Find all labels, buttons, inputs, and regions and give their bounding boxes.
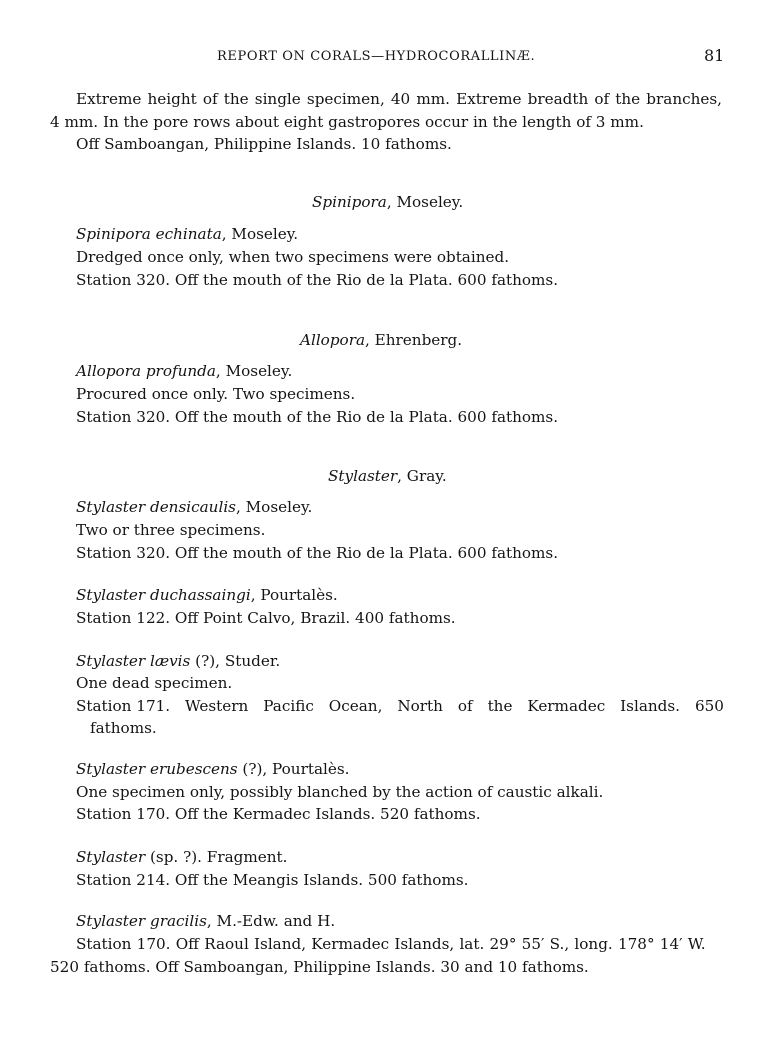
species-heading [76, 759, 349, 779]
species-heading [76, 224, 298, 244]
species-heading [76, 911, 335, 931]
station-line: Station 214. Off the Meangis Islands. 500 fathoms. [76, 871, 469, 889]
intro-line-3: Off Samboangan, Philippine Islands. 10 fathoms. [76, 135, 452, 153]
species-author: , Pourtalès. [250, 586, 338, 604]
genus-author: , Ehrenberg. [365, 331, 463, 349]
running-header-title: REPORT ON CORALS—HYDROCORALLINÆ. [217, 49, 536, 64]
genus-heading-allopora [300, 330, 462, 350]
species-name: Spinipora echinata [76, 225, 222, 243]
station-word: Station 171. [76, 697, 171, 715]
station-line-justified [76, 696, 724, 716]
genus-author: , Gray. [397, 467, 447, 485]
station-line: Station 122. Off Point Calvo, Brazil. 400 fathoms. [76, 609, 456, 627]
page-number: 81 [704, 46, 725, 65]
station-line: Station 170. Off Raoul Island, Kermadec Islands, lat. 29° 55′ S., long. 178° 14′ W. [76, 935, 706, 953]
species-name: Stylaster [76, 848, 146, 866]
species-author: , Moseley. [215, 362, 293, 380]
station-word: of [457, 697, 473, 715]
station-word: Islands. [620, 697, 681, 715]
station-continuation: 520 fathoms. Off Samboangan, Philippine Islands. 30 and 10 fathoms. [50, 958, 589, 976]
genus-heading-spinipora [312, 192, 463, 212]
station-word: Pacific [263, 697, 314, 715]
station-line: Station 320. Off the mouth of the Rio de la Plata. 600 fathoms. [76, 544, 559, 562]
station-word: Ocean, [328, 697, 383, 715]
species-author: , Moseley. [221, 225, 299, 243]
species-author: , M.-Edw. and H. [206, 912, 336, 930]
species-name: Stylaster densicaulis [76, 498, 236, 516]
station-word: Kermadec [527, 697, 606, 715]
genus-name: Allopora [300, 331, 366, 349]
station-continuation: fathoms. [90, 719, 157, 737]
genus-heading-stylaster [328, 466, 447, 486]
species-note: Two or three specimens. [76, 521, 266, 539]
species-heading [76, 497, 312, 517]
species-heading [76, 585, 338, 605]
species-note: Procured once only. Two specimens. [76, 385, 356, 403]
species-heading [76, 847, 287, 867]
intro-line-2: 4 mm. In the pore rows about eight gastropores occur in the length of 3 mm. [50, 113, 644, 131]
species-name: Stylaster erubescens [76, 760, 238, 778]
genus-name: Spinipora [312, 193, 387, 211]
species-author: (?), Pourtalès. [237, 760, 350, 778]
species-note: One specimen only, possibly blanched by the action of caustic alkali. [76, 783, 604, 801]
species-note: One dead specimen. [76, 674, 233, 692]
species-name: Stylaster lævis [76, 652, 191, 670]
species-author: (sp. ?). Fragment. [145, 848, 288, 866]
station-word: North [397, 697, 443, 715]
species-name: Stylaster gracilis [76, 912, 207, 930]
station-word: the [487, 697, 513, 715]
intro-line-1: Extreme height of the single specimen, 40 mm. Extreme breadth of the branches, [76, 90, 722, 108]
station-word: Western [185, 697, 249, 715]
station-line: Station 170. Off the Kermadec Islands. 520 fathoms. [76, 805, 481, 823]
genus-author: , Moseley. [386, 193, 464, 211]
species-heading [76, 361, 292, 381]
station-word: 650 [694, 697, 724, 715]
species-name: Allopora profunda [76, 362, 216, 380]
species-author: , Moseley. [235, 498, 313, 516]
station-line: Station 320. Off the mouth of the Rio de la Plata. 600 fathoms. [76, 271, 559, 289]
species-name: Stylaster duchassaingi [76, 586, 251, 604]
species-author: (?), Studer. [190, 652, 281, 670]
station-line: Station 320. Off the mouth of the Rio de la Plata. 600 fathoms. [76, 408, 559, 426]
species-heading [76, 651, 280, 671]
genus-name: Stylaster [328, 467, 398, 485]
species-note: Dredged once only, when two specimens were obtained. [76, 248, 510, 266]
